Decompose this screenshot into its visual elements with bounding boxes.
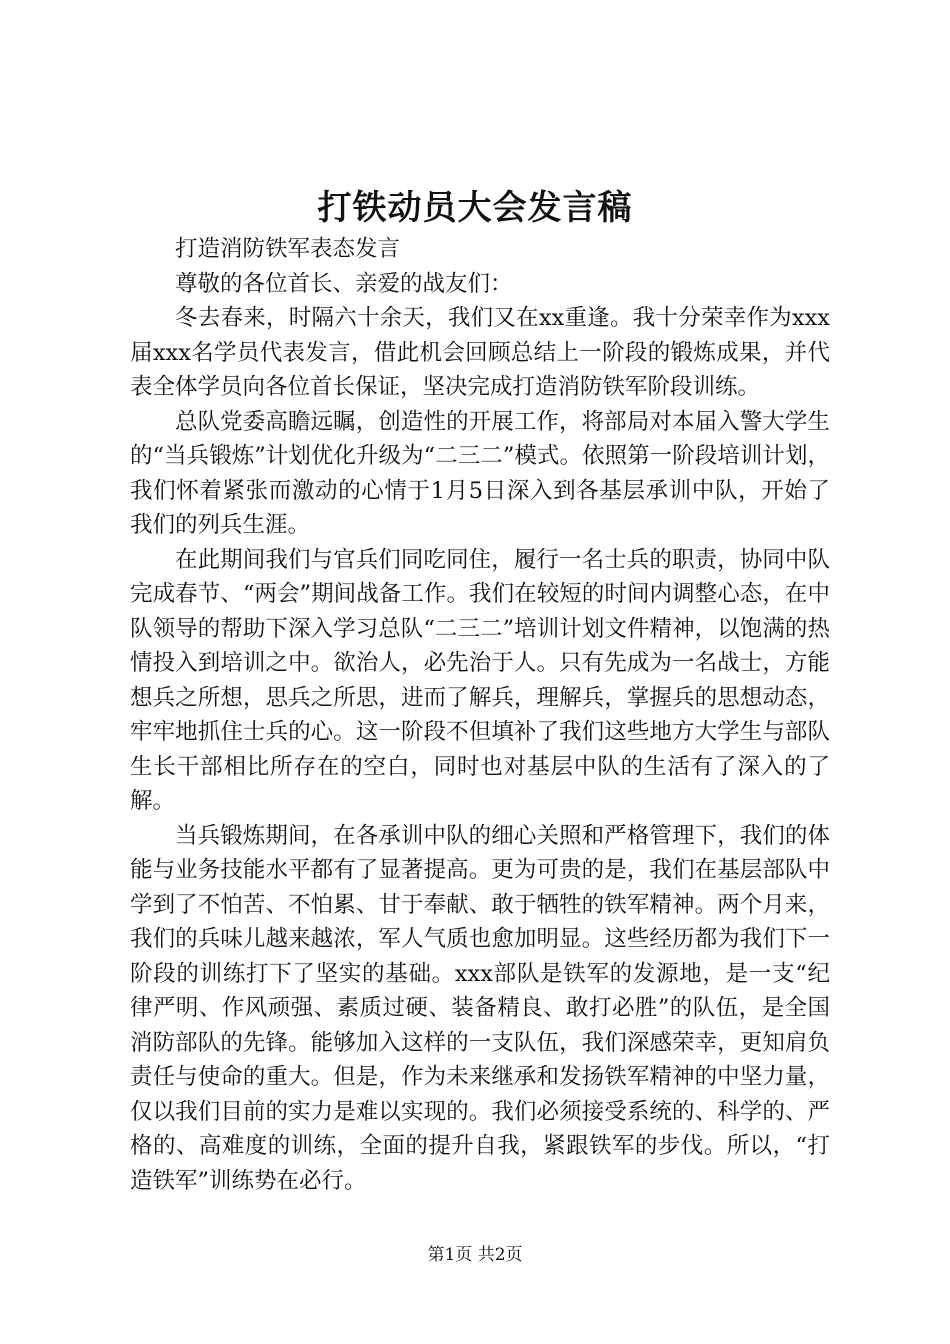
document-title: 打铁动员大会发言稿 — [317, 188, 633, 228]
body-paragraph: 当兵锻炼期间，在各承训中队的细心关照和严格管理下，我们的体能与业务技能水平都有了显著提高。更为可贵的是，我们在基层部队中学到了不怕苦、不怕累、甘于奉献、敢于牺牲的铁军精神。两个月来，我们的兵味儿越来越浓，军人气质也愈加明显。这些经历都为我们下一阶段的训练打下了坚实的基础。xxx部队是铁军的发源地，是一支“纪律严明、作风顽强、素质过硬、装备精良、敢打必胜”的队伍，是全国消防部队的先锋。能够加入这样的一支队伍，我们深感荣幸，更知肩负责任与使命的重大。但是，作为未来继承和发扬铁军精神的中坚力量，仅以我们目前的实力是难以实现的。我们必须接受系统的、科学的、严格的、高难度的训练，全面的提升自我，紧跟铁军的步伐。所以，“打造铁军”训练势在必行。 — [130, 822, 830, 1194]
subtitle-paragraph: 打造消防铁军表态发言 — [175, 236, 401, 262]
body-paragraph: 冬去春来，时隔六十余天，我们又在xx重逢。我十分荣幸作为xxx届xxx名学员代表发言，借此机会回顾总结上一阶段的锻炼成果，并代表全体学员向各位首长保证，坚决完成打造消防铁军阶段训练。 — [130, 305, 830, 400]
body-paragraph: 总队党委高瞻远瞩，创造性的开展工作，将部局对本届入警大学生的“当兵锻炼”计划优化升级为“二三二”模式。依照第一阶段培训计划，我们怀着紧张而激动的心情于1月5日深入到各基层承训中队，开始了我们的列兵生涯。 — [130, 408, 830, 538]
body-paragraph: 在此期间我们与官兵们同吃同住，履行一名士兵的职责，协同中队完成春节、“两会”期间战备工作。我们在较短的时间内调整心态，在中队领导的帮助下深入学习总队“二三二”培训计划文件精神，以饱满的热情投入到培训之中。欲治人，必先治于人。只有先成为一名战士，方能想兵之所想，思兵之所思，进而了解兵，理解兵，掌握兵的思想动态，牢牢地抓住士兵的心。这一阶段不但填补了我们这些地方大学生与部队生长干部相比所存在的空白，同时也对基层中队的生活有了深入的了解。 — [130, 546, 830, 814]
page-footer: 第1页 共2页 — [427, 1245, 523, 1265]
document-body — [130, 232, 830, 1198]
salutation-paragraph: 尊敬的各位首长、亲爱的战友们： — [175, 270, 513, 297]
